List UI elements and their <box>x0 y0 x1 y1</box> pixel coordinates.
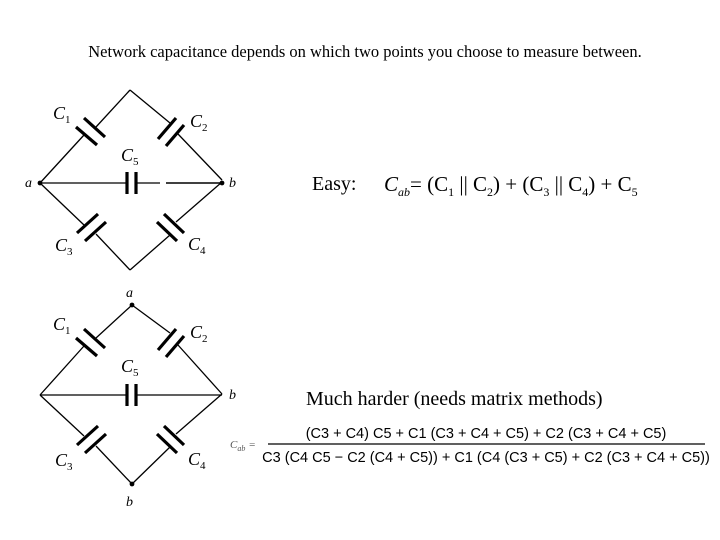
wire-top-right-1 <box>132 305 170 333</box>
label-c5-bottom: $C_5$ <box>121 356 139 379</box>
c1b-plate-a <box>76 338 97 356</box>
wire-left-bottom-2 <box>96 446 132 484</box>
node-a-label-bottom: a <box>126 286 133 301</box>
wire-top-b-2 <box>178 134 222 180</box>
bottom-network-diagram <box>40 286 236 510</box>
label-c1-bottom: $C_1$ <box>53 314 71 337</box>
wire-bottom-b-2 <box>176 182 222 222</box>
label-c2: $C_2$ <box>190 111 208 134</box>
label-c4: $C_4$ <box>188 234 206 257</box>
node-a-label: a <box>25 176 32 191</box>
wire-left-top-2 <box>96 305 132 338</box>
label-c4-bottom: $C_4$ <box>188 449 206 472</box>
wire-bottom-right-2 <box>176 394 222 434</box>
node-b-label: b <box>229 176 236 191</box>
formula-denominator: C3 (C4 C5 − C2 (C4 + C5)) + C1 (C4 (C3 + C5) + C2 (C3 + C4 + C5)) <box>262 450 710 466</box>
slide-title: Network capacitance depends on which two points you choose to measure between. <box>88 42 642 61</box>
label-c3: $C_3$ <box>55 235 73 258</box>
node-b-alt-label: b <box>229 388 236 403</box>
wire-top-right-2 <box>178 345 222 394</box>
wire-left-top-1 <box>40 346 84 395</box>
node-a-dot-bottom <box>130 303 135 308</box>
label-c2-bottom: $C_2$ <box>190 322 208 345</box>
label-c5: $C_5$ <box>121 145 139 168</box>
node-b-dot-bottom <box>130 482 135 487</box>
c1-plate-a <box>76 127 97 145</box>
label-c1: $C_1$ <box>53 103 71 126</box>
formula-numerator: (C3 + C4) C5 + C1 (C3 + C4 + C5) + C2 (C3 + C4 + C5) <box>305 426 667 442</box>
wire-bottom-b-1 <box>130 235 170 270</box>
wire-a-top-1 <box>40 135 84 183</box>
wire-a-top-2 <box>96 90 130 127</box>
hard-lhs: $C_{ab}$ = <box>230 439 256 453</box>
hard-label: Much harder (needs matrix methods) <box>306 388 603 410</box>
easy-label: Easy: <box>312 173 357 195</box>
wire-a-bottom-1 <box>40 183 84 225</box>
wire-left-bottom-1 <box>40 395 84 436</box>
node-b-label-bottom: b <box>126 495 133 510</box>
wire-bottom-right-1 <box>132 447 170 484</box>
wire-a-bottom-2 <box>96 234 130 270</box>
node-a-dot <box>38 181 43 186</box>
label-c3-bottom: $C_3$ <box>55 450 73 473</box>
top-network-diagram <box>25 90 236 270</box>
wire-top-b-1 <box>130 90 170 123</box>
easy-equation: $C_{ab}= (C_1$ || $C_2) + (C_3$ || $C_4) + C_5$ <box>384 172 638 199</box>
node-b-dot <box>220 181 225 186</box>
